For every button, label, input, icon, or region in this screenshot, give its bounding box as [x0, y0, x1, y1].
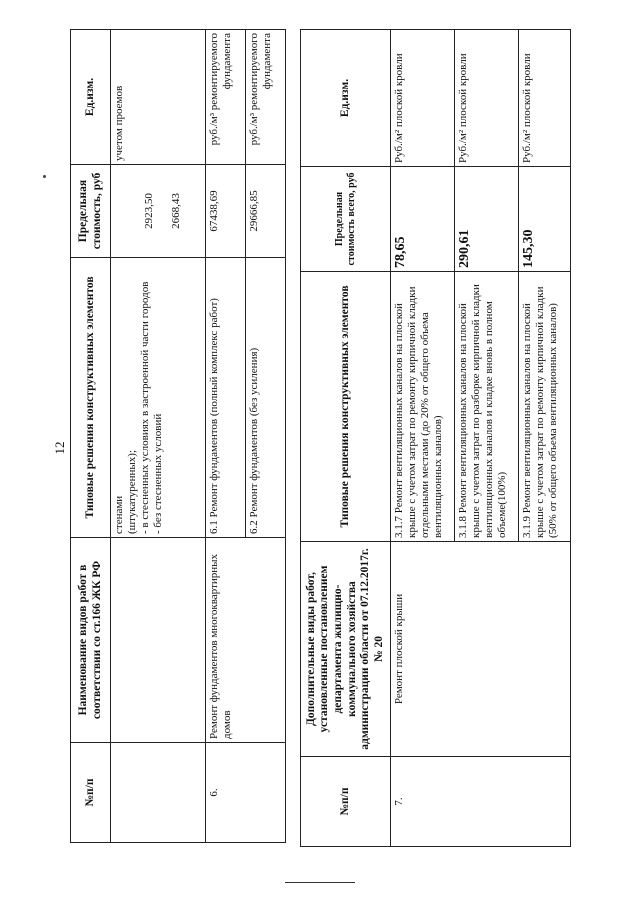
- solution-line: - без стесненных условий: [151, 413, 164, 534]
- header-solutions: Типовые решения конструктивных элементов: [301, 272, 391, 542]
- table2-wrapper: [300, 30, 570, 847]
- row-name: Ремонт плоской крыши: [391, 542, 571, 757]
- header-name: Наименование видов работ в соответствии со ст.166 ЖК РФ: [71, 538, 111, 743]
- header-name: Дополнительные виды работ, установленные постановлением департамента жилищно-коммунального хозяйства администрации области от 07.12.2017г. № 20: [301, 542, 391, 757]
- row-cost: 29666,85: [246, 165, 286, 258]
- row-cost: 290,61: [455, 167, 519, 272]
- row-unit: учетом проемов: [111, 30, 206, 165]
- row-solution: 3.1.8 Ремонт вентиляционных каналов на плоской крыше с учетом затрат по разборке кирпичной кладки вентиляционных каналов и кладке вновь в полном объеме(100%): [455, 272, 519, 542]
- row-cost: 67438,69: [206, 165, 246, 258]
- row-unit: Руб./м² плоской кровли: [519, 30, 571, 167]
- row-unit: Руб./м² плоской кровли: [391, 30, 455, 167]
- row-solution: 3.1.7 Ремонт вентиляционных каналов на плоской крыше с учетом затрат по ремонту кирпичной кладки отдельными местами (до 20% от общего объема вентиляционных каналов): [391, 272, 455, 542]
- row-num: [111, 743, 206, 843]
- header-solutions: Типовые решения конструктивных элементов: [71, 258, 111, 538]
- header-unit: Ед.изм.: [301, 30, 391, 167]
- row-solution: 6.2 Ремонт фундаментов (без усиления): [246, 258, 286, 538]
- row-num: 6.: [206, 743, 286, 843]
- header-cost: Предельная стоимость всего, руб: [301, 167, 391, 272]
- solution-line: стенами: [113, 495, 125, 534]
- row-solutions: [111, 258, 206, 538]
- header-num: №п/п: [301, 757, 391, 847]
- solution-line: - в стесненных условиях в застроенной части городов: [138, 281, 151, 534]
- table-row: [111, 30, 206, 843]
- row-cost: [111, 165, 206, 258]
- row-unit: руб./м³ ремонтируемого фундамента: [206, 30, 246, 165]
- footer-rule: [285, 882, 355, 883]
- solution-line: (штукатуренных);: [125, 450, 138, 534]
- table1-wrapper: [70, 30, 285, 843]
- row-name: Ремонт фундаментов многоквартирных домов: [206, 538, 286, 743]
- header-unit: Ед.изм.: [71, 30, 111, 165]
- header-num: №п/п: [71, 743, 111, 843]
- row-unit: Руб./м² плоской кровли: [455, 30, 519, 167]
- table-row: [391, 30, 455, 847]
- row-solution: 3.1.9 Ремонт вентиляционных каналов на плоской крыше с учетом затрат по ремонту кирпичной кладки (50% от общего объема вентиляционных каналов): [519, 272, 571, 542]
- works-table-main: [70, 29, 286, 843]
- row-solution: 6.1 Ремонт фундаментов (полный комплекс работ): [206, 258, 246, 538]
- page-number: 12: [52, 441, 67, 455]
- row-cost: 78,65: [391, 167, 455, 272]
- table-row: [206, 30, 246, 843]
- cost-value: 2923,50: [143, 193, 155, 229]
- cost-value: 2668,43: [169, 193, 182, 229]
- row-num: 7.: [391, 757, 571, 847]
- row-cost: 145,30: [519, 167, 571, 272]
- scan-speck: [43, 175, 46, 178]
- row-unit: руб./м³ ремонтируемого фундамента: [246, 30, 286, 165]
- works-table-additional: [300, 29, 571, 847]
- header-cost: Предельная стоимость, руб: [71, 165, 111, 258]
- row-name: [111, 538, 206, 743]
